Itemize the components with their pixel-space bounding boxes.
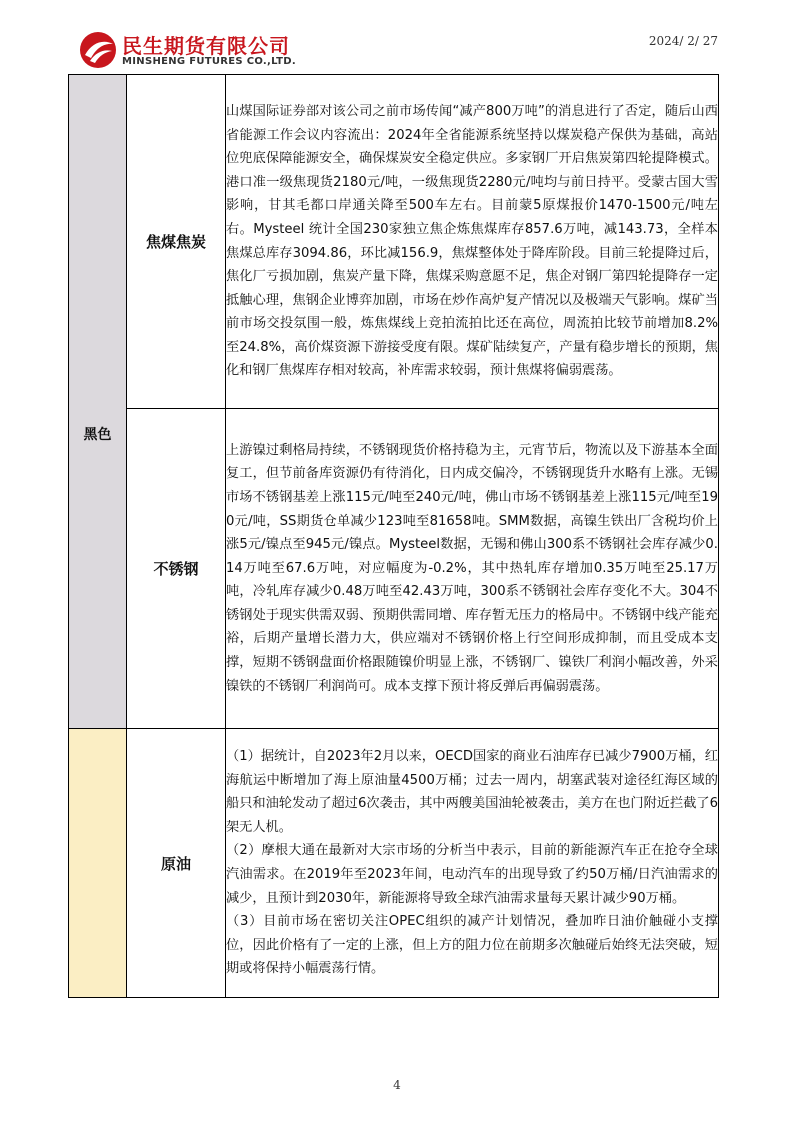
commentary-paragraph: （1）据统计，自2023年2月以来，OECD国家的商业石油库存已减少7900万桶，红海航运中断增加了海上原油量4500万桶；过去一周内，胡塞武装对途径红海区域的船只和油轮发动了超过6次袭击，其中两艘美国油轮被袭击，美方在也门附近拦截了6架无人机。 xyxy=(226,749,718,835)
company-name-en: MINSHENG FUTURES CO.,LTD. xyxy=(122,56,296,67)
commodity-name-cell xyxy=(127,409,226,729)
commentary-paragraph: （3）目前市场在密切关注OPEC组织的减产计划情况，叠加昨日油价触碰小支撑位，因此价格有了一定的上涨，但上方的阻力位在前期多次触碰后始终无法突破，短期或将保持小幅震荡行情。 xyxy=(226,914,718,977)
table-row xyxy=(69,75,719,409)
category-cell-black xyxy=(69,75,127,729)
minsheng-logo-icon xyxy=(78,30,118,70)
category-label: 黑色 xyxy=(83,426,112,443)
company-name-cn: 民生期货有限公司 xyxy=(122,34,290,58)
commentary-paragraph: 山煤国际证券部对该公司之前市场传闻“减产800万吨”的消息进行了否定，随后山西省能源工作会议内容流出：2024年全省能源系统坚持以煤炭稳产保供为基础，高站位兜底保障能源安全，确保煤炭安全稳定供应。多家钢厂开启焦炭第四轮提降模式。港口准一级焦现货2180元/吨，一级焦现货2280元/吨均与前日持平。受蒙古国大雪影响，甘其毛都口岸通关降至500车左右。目前蒙5原煤报价1470-1500元/吨左右。Mysteel 统计全国230家独立焦企炼焦煤库存857.6万吨，减143.73，全样本焦煤总库存3094.86，环比减156.9，焦煤整体处于降库阶段。目前三轮提降过后，焦化厂亏损加剧，焦炭产量下降，焦煤采购意愿不足，焦企对钢厂第四轮提降存一定抵触心理，焦钢企业博弈加剧，市场在炒作高炉复产情况以及极端天气影响。煤矿当前市场交投氛围一般，炼焦煤线上竞拍流拍比还在高位，周流拍比较节前增加8.2%至24.8%，高价煤资源下游接受度有限。煤矿陆续复产，产量有稳步增长的预期，焦化和钢厂焦煤库存相对较高，补库需求较弱，预计焦煤将偏弱震荡。 xyxy=(226,103,718,379)
category-cell-energy xyxy=(69,729,127,998)
commentary-cell xyxy=(226,75,719,409)
commodity-name-cell xyxy=(127,75,226,409)
report-date: 2024/ 2/ 27 xyxy=(648,34,718,48)
table-row xyxy=(69,409,719,729)
page-number: 4 xyxy=(393,1078,401,1092)
commentary-cell xyxy=(226,729,719,998)
commodity-name: 不锈钢 xyxy=(153,560,199,578)
commentary-paragraph: （2）摩根大通在最新对大宗市场的分析当中表示，目前的新能源汽车正在抢夺全球汽油需求。在2019年至2023年间，电动汽车的出现导致了约50万桶/日汽油需求的减少，且预计到2030年，新能源将导致全球汽油需求量每天累计减少90万桶。 xyxy=(226,843,718,906)
table-row xyxy=(69,729,719,998)
commodity-name-cell xyxy=(127,729,226,998)
commodity-name: 原油 xyxy=(160,854,191,873)
commentary-cell xyxy=(226,409,719,729)
commodity-report-table xyxy=(68,74,719,998)
commentary-paragraph: 上游镍过剩格局持续，不锈钢现货价格持稳为主，元宵节后，物流以及下游基本全面复工，但节前备库资源仍有待消化，日内成交偏冷，不锈钢现货升水略有上涨。无锡市场不锈钢基差上涨115元/吨至240元/吨，佛山市场不锈钢基差上涨115元/吨至190元/吨，SS期货仓单减少123吨至81658吨。SMM数据，高镍生铁出厂含税均价上涨5元/镍点至945元/镍点。Mysteel数据，无锡和佛山300系不锈钢社会库存减少0.14万吨至67.6万吨，对应幅度为-0.2%，其中热轧库存增加0.35万吨至25.17万吨，冷轧库存减少0.48万吨至42.43万吨，300系不锈钢社会库存变化不大。304不锈钢处于现实供需双弱、预期供需同增、库存暂无压力的格局中。不锈钢中线产能充裕，后期产量增长潜力大，供应端对不锈钢价格上行空间形成抑制，而且受成本支撑，短期不锈钢盘面价格跟随镍价明显上涨，不锈钢厂、镍铁厂利润小幅改善，外采镍铁的不锈钢厂利润尚可。成本支撑下预计将反弹后再偏弱震荡。 xyxy=(226,442,718,694)
page-header xyxy=(0,0,794,72)
commodity-name: 焦煤焦炭 xyxy=(145,233,206,251)
